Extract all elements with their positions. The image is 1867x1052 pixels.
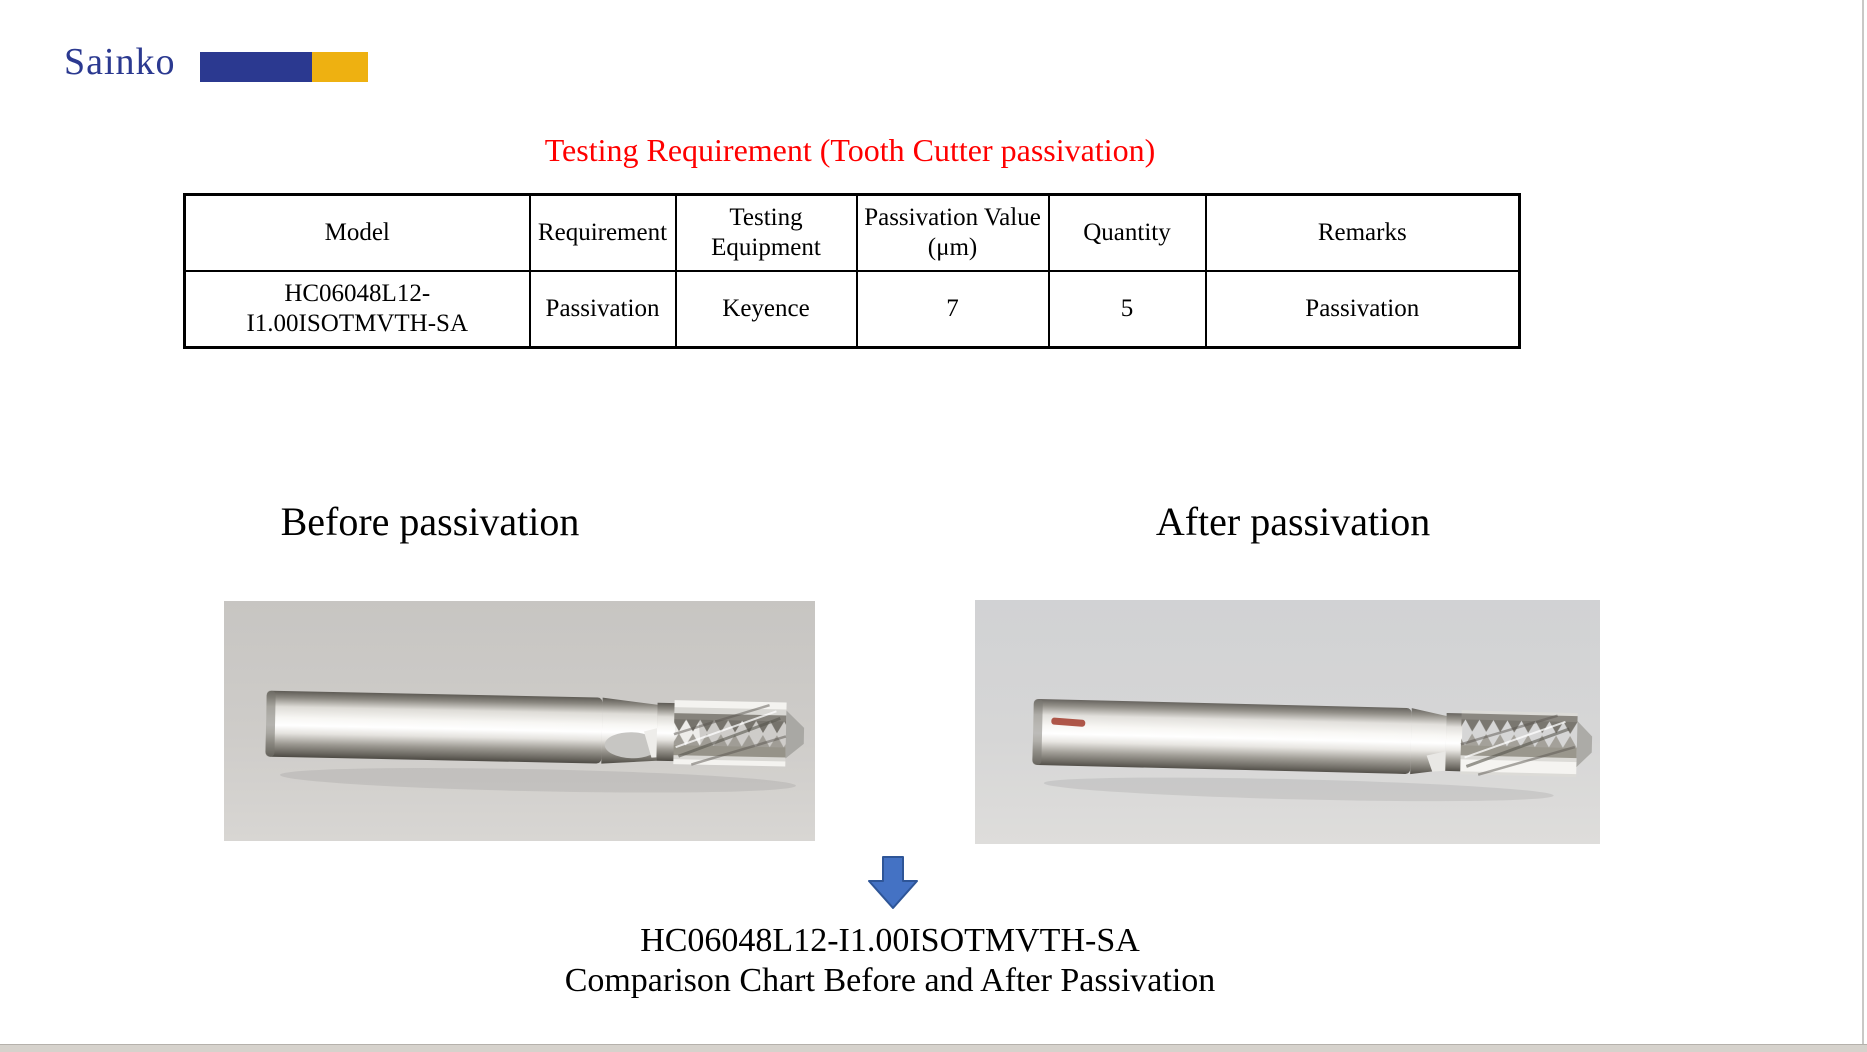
header-passivation-value: Passivation Value (μm) (857, 195, 1049, 272)
table-header-row (185, 195, 1520, 272)
cell-passivation-value: 7 (857, 271, 1049, 348)
page-title: Testing Requirement (Tooth Cutter passivation) (544, 132, 1156, 168)
model-value: HC06048L12-I1.00ISOTMVTH-SA (246, 279, 469, 337)
tooth-cutter-after-image (975, 600, 1600, 844)
after-passivation-label: After passivation (1155, 499, 1431, 544)
testing-requirement-table (183, 193, 1521, 349)
caption-model-number: HC06048L12-I1.00ISOTMVTH-SA (640, 922, 1140, 959)
header-remarks: Remarks (1206, 195, 1520, 272)
tooth-cutter-before-image (224, 601, 815, 841)
cell-requirement: Passivation (530, 271, 676, 348)
header-model: Model (185, 195, 530, 272)
header-requirement: Requirement (530, 195, 676, 272)
table-row (185, 271, 1520, 348)
down-arrow-icon (866, 855, 920, 911)
page-right-edge (1862, 0, 1864, 1052)
brand-logo-yellow-bar (312, 52, 368, 82)
header-testing-equipment: Testing Equipment (676, 195, 857, 272)
brand-logo-blue-bar (200, 52, 312, 82)
brand-logo-text: Sainko (64, 41, 176, 83)
cell-quantity: 5 (1049, 271, 1206, 348)
cell-remarks: Passivation (1206, 271, 1520, 348)
before-passivation-photo (224, 601, 815, 841)
cell-model (185, 271, 530, 348)
before-passivation-label: Before passivation (280, 499, 580, 544)
header-quantity: Quantity (1049, 195, 1206, 272)
caption-comparison-chart: Comparison Chart Before and After Passivation (564, 962, 1216, 999)
cell-testing-equipment: Keyence (676, 271, 857, 348)
after-passivation-photo (975, 600, 1600, 844)
page-bottom-edge (0, 1044, 1867, 1052)
